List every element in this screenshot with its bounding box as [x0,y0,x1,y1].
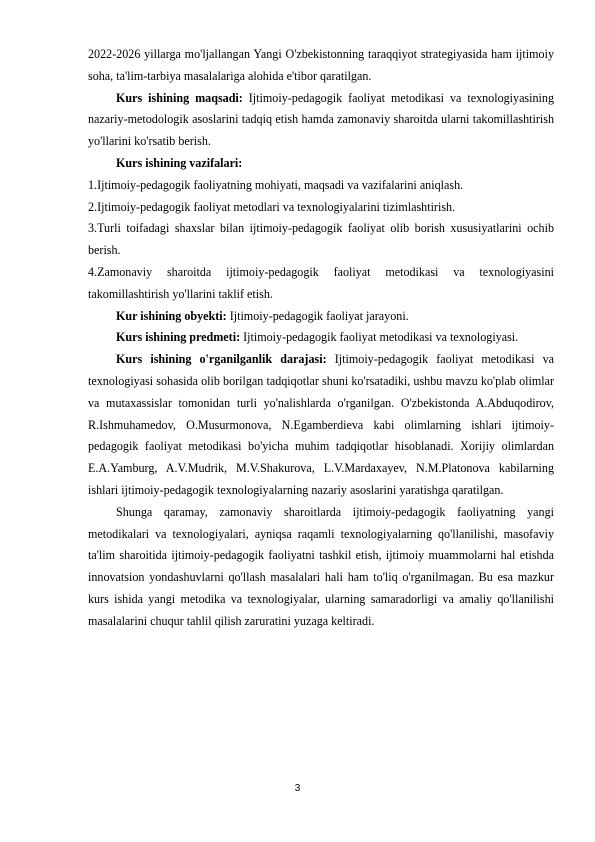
final-paragraph: Shunga qaramay, zamonaviy sharoitlarda ijtimoiy-pedagogik faoliyatning yangi metodikalari va texnologiyalari, ayniqsa raqamli texnologiyalarning qo'llanilishi, masofaviy ta'lim sharoitida ijtimoiy-pedagogik faoliyatni tashkil etish, ijtimoiy muammolarni hal etishda innovatsion yondashuvlarni qo'llash masalalari hali ham to'liq o'rganilmagan. Bu esa mazkur kurs ishida yangi metodika va texnologiyalar, ularning samaradorligi va amaliy qo'llanilishi masalalarini chuqur tahlil qilish zaruratini yuzaga keltiradi. [88,504,554,628]
study-level-label: Kurs ishining o'rganilganlik darajasi: [116,352,327,367]
study-level-text: Ijtimoiy-pedagogik faoliyat metodikasi va texnologiyasi sohasida olib borilgan tadqiqotlar shuni ko'rsatadiki, ushbu mavzu ko'plab olimlar va mutaxassislar tomonidan turli yo'nalishlarda o'rganilgan. O'zbekistonda A.Abduqodirov, R.Ishmuhamedov, O.Musurmonova, N.Egamberdieva kabi olimlarning ishlari ijtimoiy-pedagogik faoliyat metodikasi bo'yicha muhim tadqiqotlar hisoblanadi. Xorijiy olimlardan E.A.Yamburg, A.V.Mudrik, M.V.Shakurova, L.V.Mardaxayev, N.M.Platonova kabilarning ishlari ijtimoiy-pedagogik texnologiyalarning nazariy asoslarini yaratishga qaratilgan. [88,352,554,497]
object-text: Ijtimoiy-pedagogik faoliyat jarayoni. [226,308,409,323]
object-paragraph [88,306,554,328]
goal-text: Ijtimoiy-pedagogik faoliyat metodikasi va texnologiyasining nazariy-metodologik asoslarini tadqiq etish hamda zamonaviy sharoitda ularni takomillashtirish yo'llarini ko'rsatib berish. [88,90,555,149]
study-level-paragraph [88,349,554,502]
task-item-2: 2.Ijtimoiy-pedagogik faoliyat metodlari va texnologiyalarini tizimlashtirish. [88,199,456,214]
tasks-heading: Kurs ishining vazifalari: [116,155,243,170]
document-body [88,44,554,633]
subject-text: Ijtimoiy-pedagogik faoliyat metodikasi va texnologiyasi. [240,330,519,345]
task-item-4: 4.Zamonaviy sharoitda ijtimoiy-pedagogik faoliyat metodikasi va texnologiyasini takomillashtirish yo'llarini taklif etish. [88,264,554,301]
task-item-1: 1.Ijtimoiy-pedagogik faoliyatning mohiyati, maqsadi va vazifalarini aniqlash. [88,177,464,192]
subject-paragraph [88,327,554,349]
page-number: 3 [294,783,301,794]
task-item-3: 3.Turli toifadagi shaxslar bilan ijtimoiy-pedagogik faoliyat olib borish xususiyatlarini ochib berish. [88,221,554,258]
goal-label: Kurs ishining maqsadi: [116,90,243,105]
intro-paragraph: 2022-2026 yillarga mo'ljallangan Yangi O'zbekistonning taraqqiyot strategiyasida ham ijtimoiy soha, ta'lim-tarbiya masalalariga alohida e'tibor qaratilgan. [88,47,554,83]
object-label: Kur ishining obyekti: [116,308,227,323]
subject-label: Kurs ishining predmeti: [116,330,241,345]
goal-paragraph [88,88,554,153]
